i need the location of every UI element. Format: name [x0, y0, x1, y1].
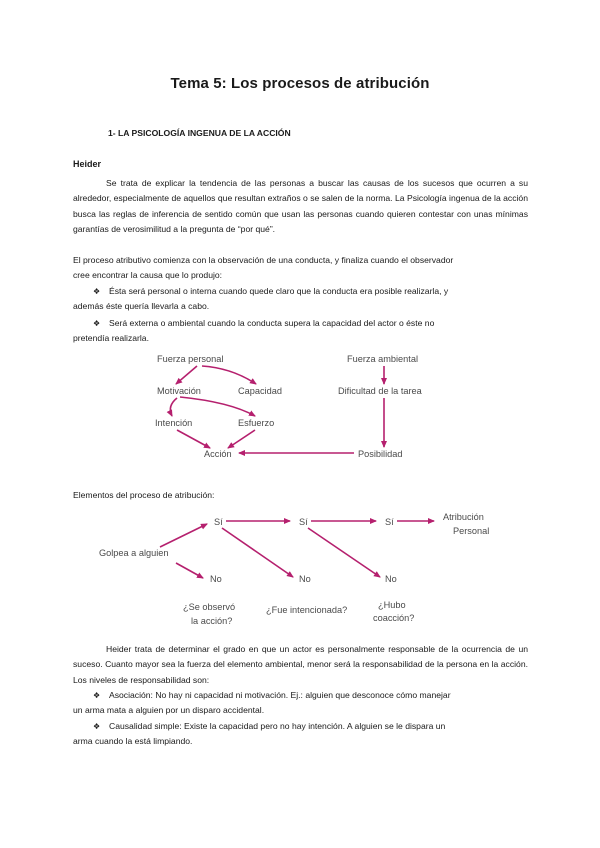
arrow-golpea-no	[176, 563, 203, 578]
node-no-3: No	[385, 574, 397, 584]
bullet-personal	[73, 284, 528, 315]
bullet-text-cont: pretendía realizarla.	[73, 333, 149, 344]
node-motivacion: Motivación	[157, 386, 201, 396]
bullet-icon: ❖	[93, 319, 101, 328]
bullet-text-cont: además éste quería llevarla a cabo.	[73, 301, 210, 312]
node-atribucion-line2: Personal	[453, 526, 490, 536]
paragraph-responsabilidad: Heider trata de determinar el grado en que un actor es personalmente responsable de la ocurrencia de un suceso. Cuanto mayor sea la fuerza del elemento ambiental, menor será la responsabilidad de la persona en la acción. Los niveles de responsabilidad son:	[73, 644, 528, 685]
bullet-text: Será externa o ambiental cuando la conducta supera la capacidad del actor o éste no	[109, 318, 435, 328]
arrow-si1-no2	[222, 528, 293, 577]
bullet-icon: ❖	[93, 287, 101, 296]
bullet-asociacion	[73, 688, 528, 719]
question-observo-line1: ¿Se observó	[183, 602, 236, 612]
paragraph-process-line2: cree encontrar la causa que lo produjo:	[73, 270, 223, 280]
section-heading: 1- LA PSICOLOGÍA INGENUA DE LA ACCIÓN	[108, 128, 291, 138]
bullet-text: Ésta será personal o interna cuando quede claro que la conducta era posible realizarla, y	[109, 286, 449, 296]
arrow-mot-intencion	[170, 398, 177, 416]
node-fuerza-ambiental: Fuerza ambiental	[347, 354, 418, 364]
arrow-mot-esfuerzo	[180, 397, 255, 416]
bullet-text-cont: un arma mata a alguien por un disparo accidental.	[73, 705, 265, 716]
node-no-2: No	[299, 574, 311, 584]
page-title: Tema 5: Los procesos de atribución	[170, 75, 430, 92]
node-si-1: Sí	[214, 517, 223, 527]
question-coaccion-line1: ¿Hubo	[378, 600, 406, 610]
node-posibilidad: Posibilidad	[358, 449, 403, 459]
bullet-text-cont: arma cuando la está limpiando.	[73, 736, 193, 747]
arrow-si2-no3	[308, 528, 380, 577]
node-si-3: Sí	[385, 517, 394, 527]
subheading-heider: Heider	[73, 159, 102, 169]
paragraph-process-line1: El proceso atributivo comienza con la observación de una conducta, y finaliza cuando el observador	[73, 255, 454, 265]
arrow-fp-capacidad	[202, 366, 256, 384]
bullet-ambiental	[73, 316, 528, 347]
node-atribucion-line1: Atribución	[443, 512, 484, 522]
node-golpea: Golpea a alguien	[99, 548, 169, 558]
node-capacidad: Capacidad	[238, 386, 282, 396]
node-si-2: Sí	[299, 517, 308, 527]
bullet-text: Asociación: No hay ni capacidad ni motivación. Ej.: alguien que desconoce cómo manejar	[109, 690, 451, 700]
node-dificultad: Dificultad de la tarea	[338, 386, 422, 396]
question-coaccion-line2: coacción?	[373, 613, 415, 623]
arrow-int-accion	[177, 430, 210, 448]
bullet-causalidad	[73, 719, 528, 750]
bullet-text: Causalidad simple: Existe la capacidad pero no hay intención. A alguien se le dispara un	[109, 721, 446, 731]
arrow-golpea-si	[160, 524, 207, 547]
node-no-1: No	[210, 574, 222, 584]
node-accion: Acción	[204, 449, 232, 459]
bullet-icon: ❖	[93, 722, 101, 731]
node-fuerza-personal: Fuerza personal	[157, 354, 224, 364]
paragraph-intro: Se trata de explicar la tendencia de las personas a buscar las causas de los sucesos que ocurren a su alrededor, especialmente de aquellos que resultan extraños o se salen de la norma. La Psicología ingenua de la acción busca las reglas de inferencia de sentido común que usan las personas cuando quieren contestar con unas mínimas garantías de verosimilitud a la pregunta de “por qué”.	[73, 178, 528, 235]
arrow-fp-motivacion	[176, 366, 197, 384]
node-intencion: Intención	[155, 418, 193, 428]
node-esfuerzo: Esfuerzo	[238, 418, 275, 428]
arrow-esf-accion	[228, 430, 255, 448]
question-intencionada: ¿Fue intencionada?	[266, 605, 348, 615]
bullet-icon: ❖	[93, 691, 101, 700]
elements-heading: Elementos del proceso de atribución:	[73, 490, 215, 500]
question-observo-line2: la acción?	[191, 616, 233, 626]
